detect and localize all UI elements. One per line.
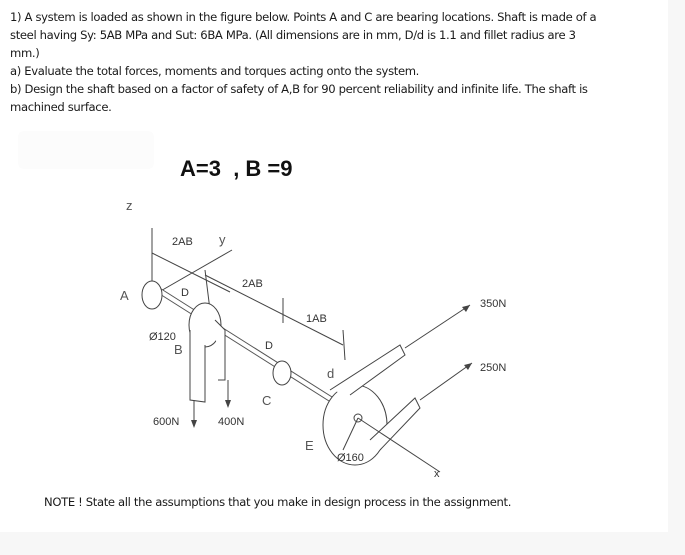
- problem-line-1: 1) A system is loaded as shown in the figure below. Points A and C are bearing locations. Shaft is made of a: [10, 10, 597, 24]
- point-a-label: A: [120, 288, 129, 303]
- parameter-values: A=3 , B =9: [180, 156, 293, 181]
- force-600n: 600N: [153, 416, 180, 428]
- shaft-dia-d1: D: [181, 287, 189, 299]
- z-axis-label: z: [126, 198, 133, 213]
- force-400n: 400N: [218, 416, 245, 428]
- point-e-label: E: [305, 438, 314, 453]
- part-a: a) Evaluate the total forces, moments and torques acting onto the system.: [10, 64, 420, 78]
- part-b-line-1: b) Design the shaft based on a factor of safety of A,B for 90 percent reliability and infinite life. The shaft is: [10, 82, 588, 96]
- force-350n: 350N: [480, 298, 507, 310]
- pulley-b-diameter: Ø120: [149, 331, 176, 343]
- shaft-dia-d2: D: [265, 340, 273, 352]
- pulley-e-diameter: Ø160: [337, 452, 364, 464]
- point-b-label: B: [174, 342, 183, 357]
- shaft-dia-small-d: d: [327, 366, 335, 381]
- part-b-line-2: machined surface.: [10, 100, 112, 114]
- assumptions-note: NOTE ! State all the assumptions that you make in design process in the assignment.: [44, 495, 512, 509]
- problem-line-3: mm.): [10, 46, 40, 60]
- y-axis-label: y: [219, 232, 226, 247]
- point-c-label: C: [262, 393, 272, 408]
- dim-ab: 2AB: [172, 236, 193, 248]
- problem-line-2: steel having Sy: 5AB MPa and Sut: 6BA MPa. (All dimensions are in mm, D/d is 1.1 and fillet radius are 3: [10, 28, 576, 42]
- x-axis-label: x: [434, 468, 440, 480]
- dim-ce: 1AB: [306, 313, 327, 325]
- force-250n: 250N: [480, 362, 507, 374]
- dim-bc: 2AB: [242, 278, 263, 290]
